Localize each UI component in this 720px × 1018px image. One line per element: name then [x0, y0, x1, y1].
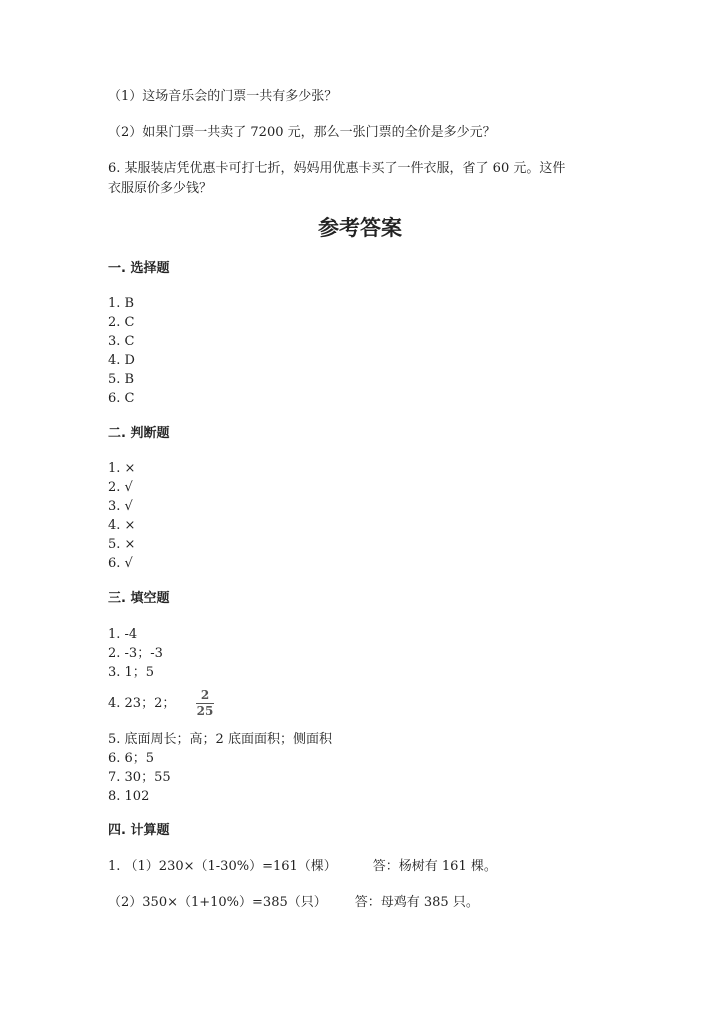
fraction-numerator: 2 — [200, 688, 210, 702]
fill-answer: 1. -4 — [108, 627, 138, 642]
fill-answer: 6. 6；5 — [108, 751, 155, 766]
choice-answer: 2. C — [108, 315, 135, 330]
choice-answer: 3. C — [108, 334, 135, 349]
judge-answer: 4. × — [108, 518, 136, 533]
question-5-part-1: （1）这场音乐会的门票一共有多少张？ — [108, 89, 338, 104]
fill-answer: 2. -3；-3 — [108, 646, 163, 661]
fraction-two-twenty-fifths — [196, 689, 214, 718]
question-5-part-2: （2）如果门票一共卖了 7200 元，那么一张门票的全价是多少元？ — [108, 125, 496, 140]
fill-answer: 5. 底面周长；高；2 底面面积；侧面积 — [108, 732, 332, 747]
judge-answer: 1. × — [108, 461, 136, 476]
calc-line-2 — [108, 894, 479, 912]
section-heading-choice: 一. 选择题 — [108, 261, 170, 276]
calc-line-2-answer: 答：母鸡有 385 只。 — [354, 895, 479, 910]
answer-title: 参考答案 — [318, 216, 402, 240]
judge-answer: 6. √ — [108, 556, 133, 571]
fill-answer: 7. 30；55 — [108, 770, 171, 785]
question-6-line-2: 衣服原价多少钱？ — [108, 181, 213, 196]
fill-answer: 8. 102 — [108, 789, 150, 804]
fill-answer: 4. 23；2； — [108, 696, 176, 711]
calc-line-1-expression: 1. （1）230×（1-30%）=161（棵） — [108, 859, 337, 874]
choice-answer: 6. C — [108, 391, 135, 406]
judge-answer: 5. × — [108, 537, 136, 552]
judge-answer: 3. √ — [108, 499, 133, 514]
calc-line-1-answer: 答：杨树有 161 棵。 — [372, 859, 497, 874]
section-heading-calc: 四. 计算题 — [108, 823, 170, 838]
choice-answer: 5. B — [108, 372, 135, 387]
fraction-denominator: 25 — [196, 704, 214, 718]
choice-answer: 4. D — [108, 353, 135, 368]
section-heading-fill: 三. 填空题 — [108, 591, 170, 606]
choice-answer: 1. B — [108, 296, 135, 311]
section-heading-judge: 二. 判断题 — [108, 426, 170, 441]
question-6-line-1: 6. 某服装店凭优惠卡可打七折，妈妈用优惠卡买了一件衣服，省了 60 元。这件 — [108, 161, 566, 176]
judge-answer: 2. √ — [108, 480, 133, 495]
fill-answer: 3. 1；5 — [108, 665, 155, 680]
calc-line-2-expression: （2）350×（1+10%）=385（只） — [108, 895, 327, 910]
calc-line-1 — [108, 858, 497, 876]
